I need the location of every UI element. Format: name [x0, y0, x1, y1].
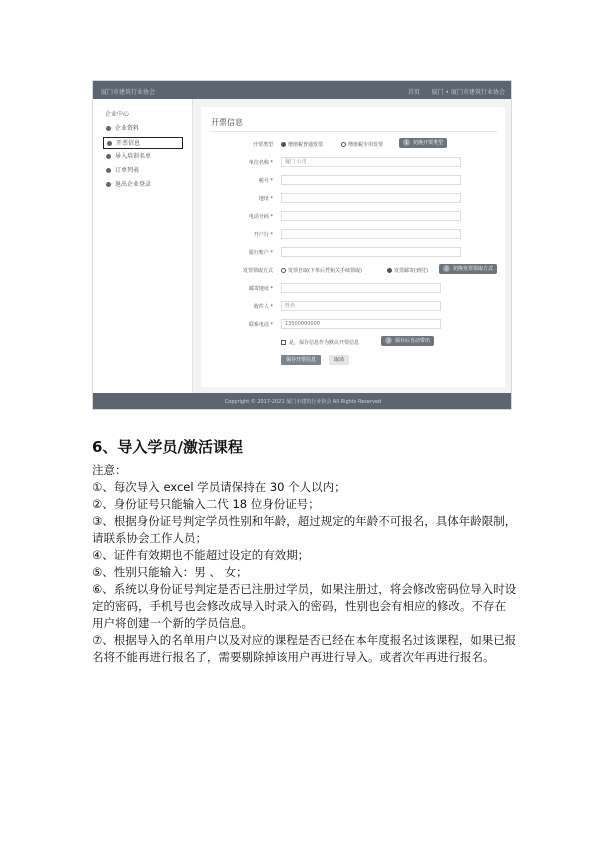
radio-mail-delivery[interactable]: 发票邮寄(到付) [387, 267, 428, 274]
top-link-account[interactable]: 厦门 • 厦门市建筑行业协会 [431, 89, 505, 96]
recipient-field[interactable]: 姓名 [281, 301, 441, 311]
sidebar-header: 企业中心 [105, 111, 130, 118]
note-2: ②、身份证号只能输入二代 18 位身份证号； [92, 497, 320, 511]
mail-address-field[interactable] [281, 283, 441, 293]
contact-phone-label: 联系电话 * [248, 322, 273, 328]
page-title: 开票信息 [211, 118, 243, 127]
list-icon [106, 168, 111, 173]
note-3: ③、根据身份证号判定学员性别和年龄，超过规定的年龄不可报名，具体年龄限制，请联系协会工作人员； [92, 514, 517, 545]
tax-number-field[interactable] [281, 175, 461, 185]
phone-field[interactable] [281, 211, 461, 221]
bank-account-field[interactable] [281, 247, 461, 257]
sidebar-item-company-info[interactable] [103, 123, 183, 135]
bank-account-label: 银行账户 * [248, 250, 273, 256]
note-1: ①、每次导入 excel 学员请保持在 30 个人以内； [92, 480, 346, 494]
note-7: ⑦、根据导入的名单用户以及对应的课程是否已经在本年度报名过该课程，如果已报名将不能再进行报名了，需要剔除掉该用户再进行导入。或者次年再进行报名。 [92, 633, 517, 664]
delivery-method-label: 发票领取方式 [242, 268, 273, 274]
bank-label: 开户行 * [253, 232, 273, 238]
radio-normal-invoice[interactable]: 增值税普通发票 [281, 141, 323, 148]
user-icon [106, 126, 111, 131]
sidebar-item-label: 企业资料 [115, 125, 140, 132]
top-bar-right [398, 87, 505, 96]
sidebar-item-label: 开票信息 [116, 140, 141, 147]
invoice-form-panel [201, 107, 505, 387]
tip-delivery-method: 2 切换发票领取方式 [439, 264, 497, 274]
note-4: ④、证件有效期也不能超过设定的有效期； [92, 548, 310, 562]
save-default-checkbox[interactable]: 是，保存信息作为默认开票信息 [281, 339, 359, 346]
bank-field[interactable] [281, 229, 461, 239]
footer-copyright: Copyright © 2017-2021 厦门市建筑行业协会 All Rights Reserved [93, 393, 512, 410]
section-heading: 6、导入学员/激活课程 [92, 438, 243, 456]
save-invoice-button[interactable]: 保存开票信息 [281, 355, 321, 365]
top-bar [93, 81, 512, 99]
top-link-home[interactable]: 首页 [407, 89, 420, 96]
sidebar-item-invoice[interactable] [103, 137, 183, 149]
embedded-screenshot [92, 80, 512, 410]
sidebar-item-logout[interactable] [103, 179, 183, 191]
sidebar-item-label: 退出企业登录 [115, 181, 152, 188]
address-field[interactable] [281, 193, 461, 203]
sidebar-item-orders[interactable] [103, 165, 183, 177]
sidebar-item-label: 订单列表 [115, 167, 140, 174]
note-6: ⑥、系统以身份证号判定是否已注册过学员，如果注册过，将会修改密码位导入时设定的密码，手机号也会修改成导入时录入的密码，性别也会有相应的修改。不存在用户将创建一个新的学员信息。 [92, 582, 517, 630]
contact-phone-field[interactable]: 13500000000 [281, 319, 441, 329]
recipient-label: 收件人 * [253, 304, 273, 310]
phone-label: 电话号码 * [248, 214, 273, 220]
logout-icon [106, 182, 111, 187]
company-name-field[interactable]: 厦门 公司 [281, 157, 461, 167]
tip-invoice-type: 1 切换开票类型 [399, 138, 447, 148]
sidebar-item-label: 导入培训名单 [115, 153, 152, 160]
sidebar [93, 99, 193, 393]
brand-name: 厦门市建筑行业协会 [101, 89, 156, 96]
radio-special-invoice[interactable]: 增值税专用发票 [341, 141, 383, 148]
sidebar-item-import[interactable] [103, 151, 183, 163]
note-5: ⑤、性别只能输入：男 、 女； [92, 565, 248, 579]
tax-number-label: 税号 * [258, 178, 273, 184]
title-divider [211, 131, 497, 132]
tip-save-default: 3 保存后自动带出 [381, 336, 434, 346]
radio-self-pickup[interactable]: 发票自取(下单后凭相关手续领取) [281, 267, 362, 274]
invoice-type-label: 开票类型 [252, 142, 273, 148]
edit-icon [107, 141, 112, 146]
cancel-button[interactable]: 取消 [329, 355, 349, 365]
note-title: 注意： [92, 463, 127, 477]
upload-icon [106, 154, 111, 159]
mail-address-label: 邮寄地址 * [248, 286, 273, 292]
address-label: 地址 * [258, 196, 273, 202]
company-name-label: 单位名称 * [248, 160, 273, 166]
